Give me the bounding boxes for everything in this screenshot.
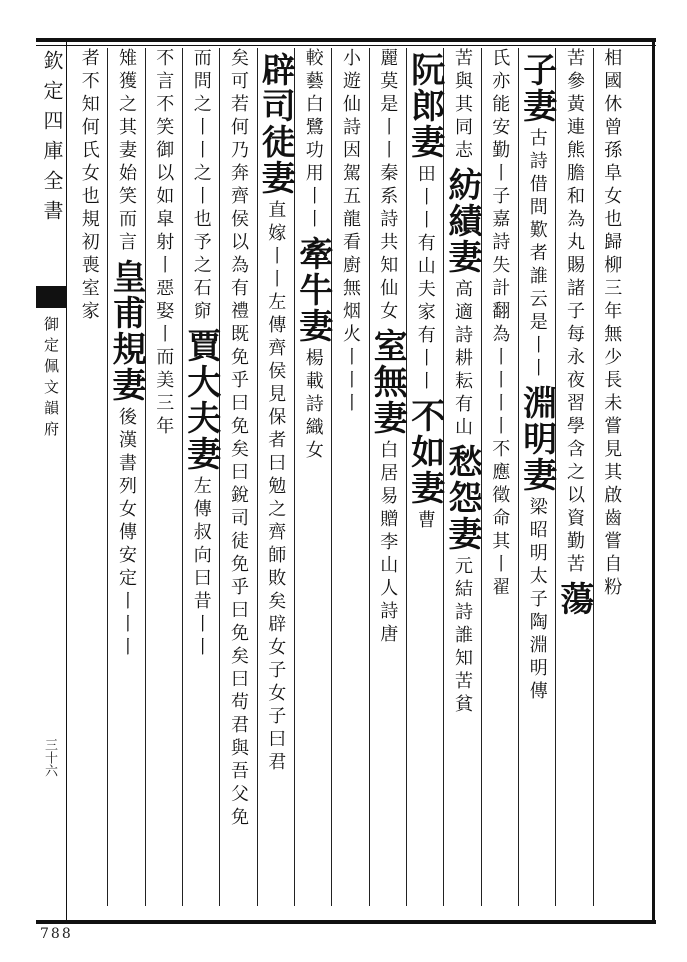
text-column-15 [71,48,107,906]
annotation-text: 楊載詩織女 [302,348,324,463]
text-column-13 [145,48,181,906]
work-title: 御定佩文韻府 [42,316,60,442]
annotation-text: 高適詩耕耘有山 [452,279,473,440]
annotation-text: 曹 [414,510,436,533]
annotation-text: 丨丨不應徵命其丨翟 [489,393,511,600]
headword: 子妻 [516,52,557,124]
annotation-text: 苦與其同志 [452,48,473,163]
headword: 辟司徒妻 [255,52,296,196]
annotation-text: 丨惡娶丨而美三年 [153,255,175,439]
page-number: 788 [40,926,73,942]
fish-tail-mark [36,286,66,308]
text-column-4 [481,48,517,906]
text-column-7 [367,48,408,906]
text-column-8 [332,48,368,906]
text-column-11 [220,48,256,906]
annotation-text: 後漢書列女傳安定丨丨丨 [116,407,137,660]
text-column-1 [593,48,629,906]
annotation-text: 較藝白鷺功用丨丨 [302,48,324,232]
headword: 賈大夫妻 [180,328,221,472]
annotation-text: 者不知何氏女也規初喪室家 [78,48,100,324]
annotation-text: 丨子嘉詩失計翻為丨丨 [489,163,511,393]
annotation-text: 雉獲之其妻始笑而言 [116,48,137,255]
annotation-text: 免乎曰免矣曰銳司徒免乎曰免矣曰苟君與吾父免 [228,347,249,830]
text-column-6 [404,48,445,906]
annotation-text: 唐 [377,624,399,647]
annotation-text: 古詩借問歎者誰云是丨丨 [526,128,548,381]
column-divider [406,48,407,906]
text-column-12 [180,48,221,906]
headword: 阮郎妻 [404,52,445,160]
annotation-text: 麗莫是丨丨 [377,48,399,163]
column-divider [331,48,332,906]
annotation-text: 小遊仙詩因駕五龍看 [340,48,361,255]
annotation-text: 夫家有丨丨 [414,279,436,394]
headword: 愁怨妻 [442,444,482,552]
annotation-text: 左傳齊侯見保者曰勉之齊師敗矣辟女子女子曰君 [265,292,287,775]
headword: 牽牛妻 [292,236,333,344]
column-divider [107,48,108,906]
headword: 淵明妻 [516,385,557,493]
column-divider [182,48,183,906]
column-divider [257,48,258,906]
text-column-2 [556,48,592,906]
headword: 蕩 [554,581,594,617]
text-column-10 [255,48,296,906]
annotation-text: 田丨丨有山 [414,164,436,279]
annotation-text: 廚無烟火丨丨丨 [340,255,361,416]
column-divider [518,48,519,906]
text-column-14 [108,48,144,906]
annotation-text: 直嫁丨丨 [265,200,287,292]
annotation-text: 不言不笑御以如皐射 [153,48,175,255]
text-column-5 [444,48,480,906]
leaf-number: 三十六 [42,738,57,777]
annotation-text: 左傳叔向曰昔丨丨 [190,476,212,660]
text-column-9 [292,48,333,906]
headword: 皇甫規妻 [106,259,146,403]
column-divider [369,48,370,906]
headword: 紡績妻 [442,167,482,275]
column-divider [593,48,594,906]
annotation-text: 秦系詩共知仙女 [377,163,399,324]
annotation-text: 元結詩誰知苦貧 [452,556,473,717]
annotation-text: 矣可若何乃奔齊侯以為有禮既 [228,48,249,347]
column-divider [219,48,220,906]
book-title: 欽定四庫全書 [40,50,64,230]
headword: 室無妻 [367,328,408,436]
text-column-3 [516,48,557,906]
annotation-text: 白居易贈李山人詩 [377,440,399,624]
annotation-text: 相國休曾孫阜女也歸柳三年無少長未嘗見其啟齒嘗自粉 [601,48,623,600]
frame-right-border [652,38,655,920]
column-divider [145,48,146,906]
annotation-text: 梁昭明太子陶淵明傳 [526,497,548,704]
annotation-text: 而問之丨丨之丨也予之石窌 [190,48,212,324]
annotation-text: 苦參黃連熊膽和為丸賜諸子每永夜習學含之以資勤苦 [564,48,585,577]
headword: 不如妻 [404,398,445,506]
annotation-text: 氏亦能安勤 [489,48,511,163]
